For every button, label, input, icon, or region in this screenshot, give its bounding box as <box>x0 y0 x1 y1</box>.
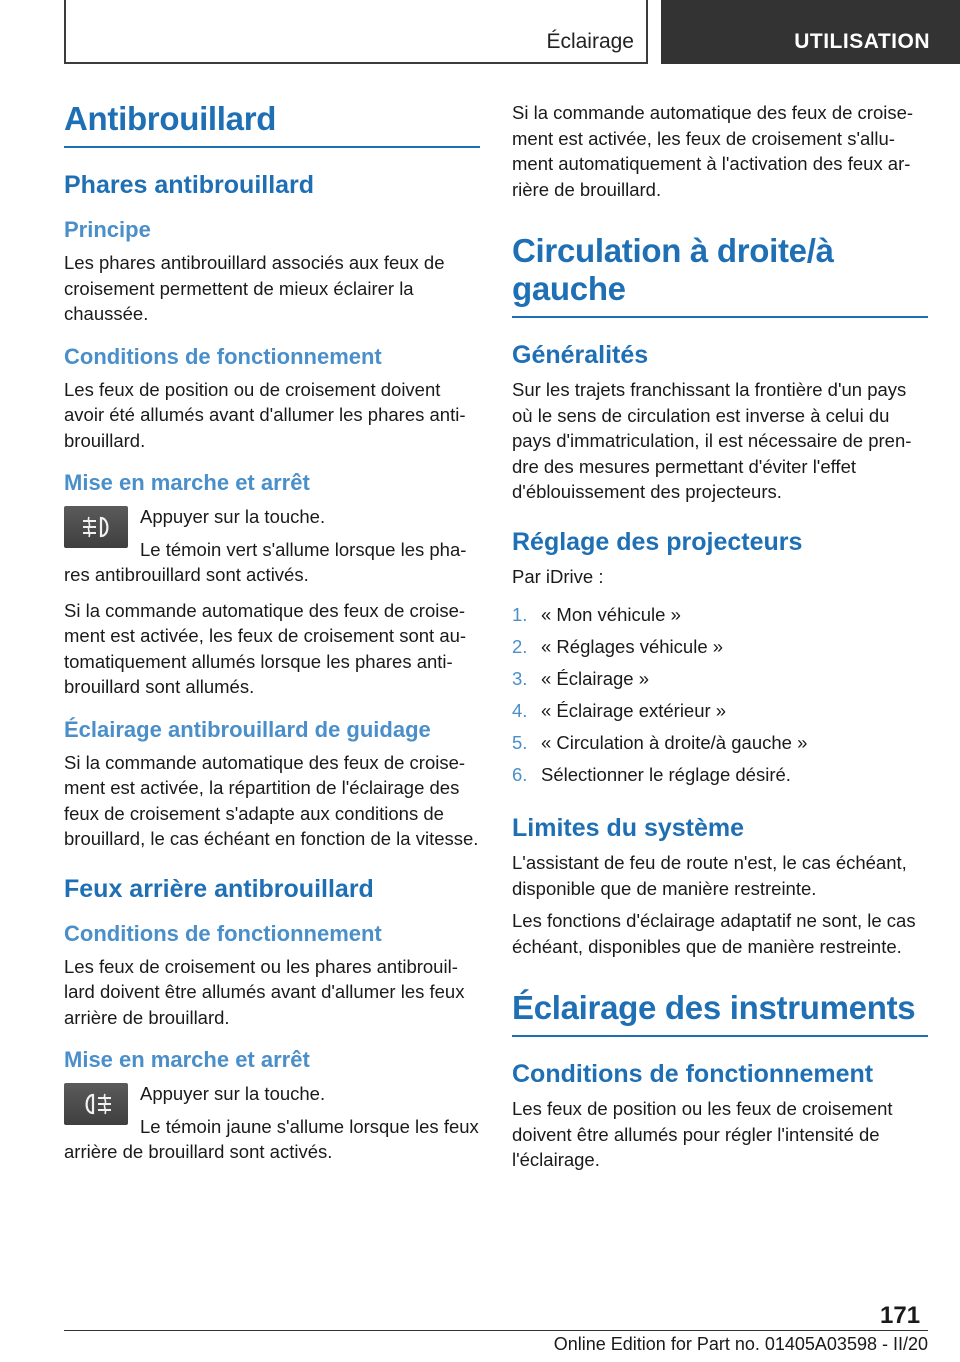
heading-conditions-instruments: Conditions de fonctionnement <box>512 1060 874 1088</box>
left-column <box>64 100 480 1165</box>
right-column <box>512 100 928 1173</box>
rear-fog-light-icon <box>64 1083 128 1125</box>
heading-mise-en-marche-2: Mise en marche et arrêt <box>64 1047 310 1072</box>
text-appuyer: Appuyer sur la touche. <box>140 506 326 527</box>
steps-list <box>512 599 928 791</box>
list-item: 2. « Réglages véhicule » <box>512 636 724 657</box>
heading-reglage: Réglage des projecteurs <box>512 527 803 556</box>
footer-edition: Online Edition for Part no. 01405A03598 - II/20 <box>553 1334 928 1354</box>
front-fog-light-icon <box>64 506 128 548</box>
footer-divider <box>64 1330 928 1331</box>
heading-principe: Principe <box>64 217 151 242</box>
text-limites-2: Les fonctions d'éclairage adaptatif ne sont, le cas échéant, disponibles que de manière restreinte. <box>512 910 916 957</box>
text-appuyer-2: Appuyer sur la touche. <box>140 1083 326 1104</box>
heading-conditions: Conditions de fonctionnement <box>64 343 382 369</box>
text-conditions-instruments: Les feux de position ou les feux de croisement doivent être allumés pour régler l'intensité de l'éclairage. <box>512 1098 893 1170</box>
header-section-title: Éclairage <box>546 30 634 53</box>
list-item: 4. « Éclairage extérieur » <box>512 700 727 721</box>
heading-limites: Limites du système <box>512 814 745 842</box>
heading-generalites: Généralités <box>512 341 649 369</box>
heading-eclairage-instruments: Éclairage des instruments <box>512 989 928 1037</box>
front-fog-instruction <box>64 504 480 588</box>
heading-conditions-2: Conditions de fonctionnement <box>64 920 382 946</box>
heading-guidage: Éclairage antibrouillard de guidage <box>64 716 431 742</box>
text-principe: Les phares antibrouillard associés aux feux de croisement permettent de mieux éclairer la chaussée. <box>64 252 445 324</box>
heading-phares-antibrouillard: Phares antibrouillard <box>64 171 315 199</box>
text-conditions: Les feux de position ou de croisement doivent avoir été allumés avant d'allumer les phares antibrouillard. <box>64 378 466 451</box>
text-limites-1: L'assistant de feu de route n'est, le cas échéant, disponible que de manière restreinte. <box>512 852 907 899</box>
header-section-tab <box>64 0 648 64</box>
text-idrive: Par iDrive : <box>512 565 604 587</box>
text-auto-arriere: Si la commande automatique des feux de croisement est activée, les feux de croisement s'allument automatiquement à l'activation des feux arrière de brouillard. <box>512 102 914 200</box>
text-auto-croisement: Si la commande automatique des feux de croisement est activée, les feux de croisement sont automatiquement allumés lorsque les phares antibrouillard sont allumés. <box>64 599 467 697</box>
text-guidage: Si la commande automatique des feux de croisement est activée, la répartition de l'éclairage des feux de croisement s'adapte aux conditions de brouillard, le cas échéant en fonction de la vitesse. <box>64 751 479 849</box>
text-conditions-2: Les feux de croisement ou les phares antibrouillard doivent être allumés avant d'allumer les feux arrière de brouillard. <box>64 955 465 1028</box>
text-temoin-jaune: Le témoin jaune s'allume lorsque les feux arrière de brouillard sont activés. <box>64 1115 479 1162</box>
header-chapter-title: UTILISATION <box>794 30 930 53</box>
heading-antibrouillard: Antibrouillard <box>64 100 480 148</box>
page-number: 171 <box>880 1302 921 1329</box>
heading-circulation: Circulation à droite/à gauche <box>512 232 928 318</box>
list-item: 1. « Mon véhicule » <box>512 604 681 625</box>
list-item: 5. « Circulation à droite/à gauche » <box>512 732 808 753</box>
header-chapter-tab <box>661 0 960 64</box>
list-item: 3. « Éclairage » <box>512 668 649 689</box>
text-temoin-vert: Le témoin vert s'allume lorsque les phares antibrouillard sont activés. <box>64 538 467 585</box>
list-item: 6. Sélectionner le réglage désiré. <box>512 764 791 785</box>
heading-feux-arriere: Feux arrière antibrouillard <box>64 874 374 903</box>
rear-fog-instruction <box>64 1081 480 1165</box>
text-generalites: Sur les trajets franchissant la frontière d'un pays où le sens de circulation est inverse à celui du pays d'immatriculation, il est nécessaire de prendre des mesures permettant d'éviter l'effet d'éblouissement des projecteurs. <box>512 379 912 502</box>
heading-mise-en-marche: Mise en marche et arrêt <box>64 470 310 495</box>
